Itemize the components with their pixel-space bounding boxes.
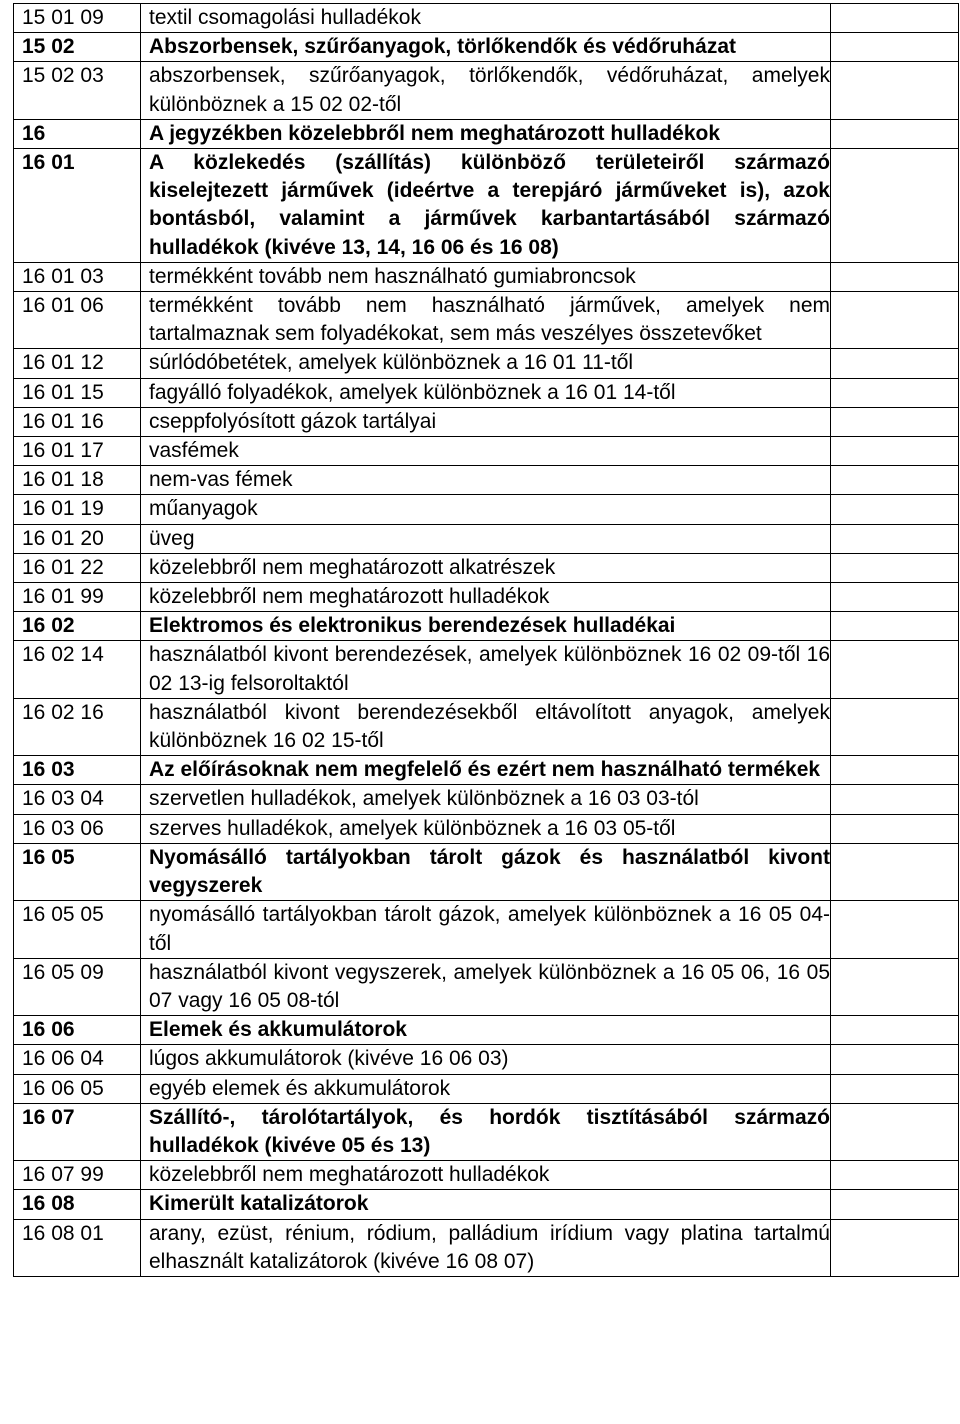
waste-description: Szállító-, tárolótartályok, és hordók tisztításából származó hulladékok (kivéve 05 és 13) bbox=[141, 1103, 831, 1160]
table-row bbox=[14, 407, 959, 436]
empty-column-cell bbox=[831, 958, 959, 1015]
empty-column-cell bbox=[831, 33, 959, 62]
waste-code: 15 02 bbox=[14, 33, 141, 62]
waste-description: használatból kivont berendezések, amelyek különböznek 16 02 09-től 16 02 13-ig felsoroltaktól bbox=[141, 641, 831, 698]
waste-code-table bbox=[13, 3, 959, 1277]
empty-column-cell bbox=[831, 495, 959, 524]
waste-code: 16 08 bbox=[14, 1190, 141, 1219]
empty-column-cell bbox=[831, 1074, 959, 1103]
table-row bbox=[14, 1161, 959, 1190]
empty-column-cell bbox=[831, 349, 959, 378]
waste-description: abszorbensek, szűrőanyagok, törlőkendők, védőruházat, amelyek különböznek a 15 02 02-től bbox=[141, 62, 831, 119]
table-row bbox=[14, 495, 959, 524]
waste-code: 15 02 03 bbox=[14, 62, 141, 119]
empty-column-cell bbox=[831, 524, 959, 553]
waste-description: textil csomagolási hulladékok bbox=[141, 4, 831, 33]
empty-column-cell bbox=[831, 119, 959, 148]
waste-description: A közlekedés (szállítás) különböző területeiről származó kiselejtezett járművek (ideértve a terepjáró járműveket is), azok bontásból, valamint a járművek karbantartásából származó hulladékok (kivéve 13, 14, 16 06 és 16 08) bbox=[141, 149, 831, 263]
waste-description: Elektromos és elektronikus berendezések hulladékai bbox=[141, 612, 831, 641]
waste-code: 16 05 05 bbox=[14, 901, 141, 958]
table-row bbox=[14, 698, 959, 755]
waste-code: 16 01 22 bbox=[14, 553, 141, 582]
table-row bbox=[14, 901, 959, 958]
waste-code: 16 01 18 bbox=[14, 466, 141, 495]
empty-column-cell bbox=[831, 62, 959, 119]
waste-code: 16 08 01 bbox=[14, 1219, 141, 1276]
empty-column-cell bbox=[831, 756, 959, 785]
empty-column-cell bbox=[831, 1190, 959, 1219]
empty-column-cell bbox=[831, 292, 959, 349]
table-row bbox=[14, 524, 959, 553]
empty-column-cell bbox=[831, 553, 959, 582]
waste-description: A jegyzékben közelebbről nem meghatározott hulladékok bbox=[141, 119, 831, 148]
table-row bbox=[14, 62, 959, 119]
waste-code: 16 02 bbox=[14, 612, 141, 641]
table-row bbox=[14, 583, 959, 612]
waste-code: 16 03 04 bbox=[14, 785, 141, 814]
waste-code: 16 06 04 bbox=[14, 1045, 141, 1074]
waste-description: használatból kivont berendezésekből eltávolított anyagok, amelyek különböznek 16 02 15-től bbox=[141, 698, 831, 755]
waste-description: szervetlen hulladékok, amelyek különböznek a 16 03 03-tól bbox=[141, 785, 831, 814]
waste-code: 16 06 bbox=[14, 1016, 141, 1045]
waste-description: nem-vas fémek bbox=[141, 466, 831, 495]
waste-description: üveg bbox=[141, 524, 831, 553]
empty-column-cell bbox=[831, 641, 959, 698]
waste-description: lúgos akkumulátorok (kivéve 16 06 03) bbox=[141, 1045, 831, 1074]
empty-column-cell bbox=[831, 843, 959, 900]
waste-code: 16 01 12 bbox=[14, 349, 141, 378]
table-row bbox=[14, 1190, 959, 1219]
waste-description: termékként tovább nem használható járművek, amelyek nem tartalmaznak sem folyadékokat, sem más veszélyes összetevőket bbox=[141, 292, 831, 349]
waste-description: fagyálló folyadékok, amelyek különböznek a 16 01 14-től bbox=[141, 378, 831, 407]
waste-code: 16 06 05 bbox=[14, 1074, 141, 1103]
empty-column-cell bbox=[831, 466, 959, 495]
waste-description: közelebbről nem meghatározott hulladékok bbox=[141, 1161, 831, 1190]
waste-code: 16 01 99 bbox=[14, 583, 141, 612]
waste-description: közelebbről nem meghatározott alkatrészek bbox=[141, 553, 831, 582]
waste-code: 16 07 bbox=[14, 1103, 141, 1160]
waste-description: arany, ezüst, rénium, ródium, palládium irídium vagy platina tartalmú elhasznált katalizátorok (kivéve 16 08 07) bbox=[141, 1219, 831, 1276]
waste-description: súrlódóbetétek, amelyek különböznek a 16 01 11-től bbox=[141, 349, 831, 378]
waste-description: cseppfolyósított gázok tartályai bbox=[141, 407, 831, 436]
waste-description: Kimerült katalizátorok bbox=[141, 1190, 831, 1219]
empty-column-cell bbox=[831, 437, 959, 466]
table-row bbox=[14, 149, 959, 263]
empty-column-cell bbox=[831, 698, 959, 755]
waste-code: 16 07 99 bbox=[14, 1161, 141, 1190]
empty-column-cell bbox=[831, 901, 959, 958]
waste-code: 16 02 16 bbox=[14, 698, 141, 755]
empty-column-cell bbox=[831, 407, 959, 436]
table-row bbox=[14, 466, 959, 495]
table-row bbox=[14, 612, 959, 641]
waste-description: Az előírásoknak nem megfelelő és ezért nem használható termékek bbox=[141, 756, 831, 785]
table-row bbox=[14, 437, 959, 466]
waste-description: szerves hulladékok, amelyek különböznek a 16 03 05-től bbox=[141, 814, 831, 843]
empty-column-cell bbox=[831, 814, 959, 843]
table-row bbox=[14, 553, 959, 582]
table-row bbox=[14, 785, 959, 814]
waste-code: 16 01 17 bbox=[14, 437, 141, 466]
waste-code: 16 01 15 bbox=[14, 378, 141, 407]
waste-code: 16 01 03 bbox=[14, 262, 141, 291]
empty-column-cell bbox=[831, 1161, 959, 1190]
table-row bbox=[14, 349, 959, 378]
empty-column-cell bbox=[831, 583, 959, 612]
waste-code: 16 05 09 bbox=[14, 958, 141, 1015]
waste-description: közelebbről nem meghatározott hulladékok bbox=[141, 583, 831, 612]
waste-description: Nyomásálló tartályokban tárolt gázok és használatból kivont vegyszerek bbox=[141, 843, 831, 900]
table-row bbox=[14, 641, 959, 698]
table-row bbox=[14, 1045, 959, 1074]
waste-code: 16 bbox=[14, 119, 141, 148]
table-row bbox=[14, 119, 959, 148]
waste-code: 16 05 bbox=[14, 843, 141, 900]
table-row bbox=[14, 4, 959, 33]
waste-code: 16 02 14 bbox=[14, 641, 141, 698]
table-row bbox=[14, 378, 959, 407]
waste-description: Elemek és akkumulátorok bbox=[141, 1016, 831, 1045]
waste-code: 16 03 bbox=[14, 756, 141, 785]
waste-description: Abszorbensek, szűrőanyagok, törlőkendők és védőruházat bbox=[141, 33, 831, 62]
table-body bbox=[14, 4, 959, 1277]
table-row bbox=[14, 1074, 959, 1103]
waste-code: 16 01 16 bbox=[14, 407, 141, 436]
waste-description: egyéb elemek és akkumulátorok bbox=[141, 1074, 831, 1103]
waste-code: 16 01 19 bbox=[14, 495, 141, 524]
table-row bbox=[14, 1219, 959, 1276]
waste-description: nyomásálló tartályokban tárolt gázok, amelyek különböznek a 16 05 04-től bbox=[141, 901, 831, 958]
waste-code: 16 01 06 bbox=[14, 292, 141, 349]
table-row bbox=[14, 33, 959, 62]
table-row bbox=[14, 843, 959, 900]
table-row bbox=[14, 1103, 959, 1160]
empty-column-cell bbox=[831, 149, 959, 263]
empty-column-cell bbox=[831, 1016, 959, 1045]
waste-code: 16 01 bbox=[14, 149, 141, 263]
waste-code: 16 03 06 bbox=[14, 814, 141, 843]
waste-code: 16 01 20 bbox=[14, 524, 141, 553]
empty-column-cell bbox=[831, 612, 959, 641]
table-row bbox=[14, 958, 959, 1015]
empty-column-cell bbox=[831, 262, 959, 291]
table-row bbox=[14, 1016, 959, 1045]
empty-column-cell bbox=[831, 1045, 959, 1074]
empty-column-cell bbox=[831, 1219, 959, 1276]
table-row bbox=[14, 262, 959, 291]
empty-column-cell bbox=[831, 785, 959, 814]
empty-column-cell bbox=[831, 1103, 959, 1160]
waste-description: műanyagok bbox=[141, 495, 831, 524]
table-row bbox=[14, 756, 959, 785]
waste-description: használatból kivont vegyszerek, amelyek különböznek a 16 05 06, 16 05 07 vagy 16 05 08-tól bbox=[141, 958, 831, 1015]
empty-column-cell bbox=[831, 378, 959, 407]
table-row bbox=[14, 814, 959, 843]
empty-column-cell bbox=[831, 4, 959, 33]
waste-description: termékként tovább nem használható gumiabroncsok bbox=[141, 262, 831, 291]
table-row bbox=[14, 292, 959, 349]
waste-code: 15 01 09 bbox=[14, 4, 141, 33]
waste-description: vasfémek bbox=[141, 437, 831, 466]
